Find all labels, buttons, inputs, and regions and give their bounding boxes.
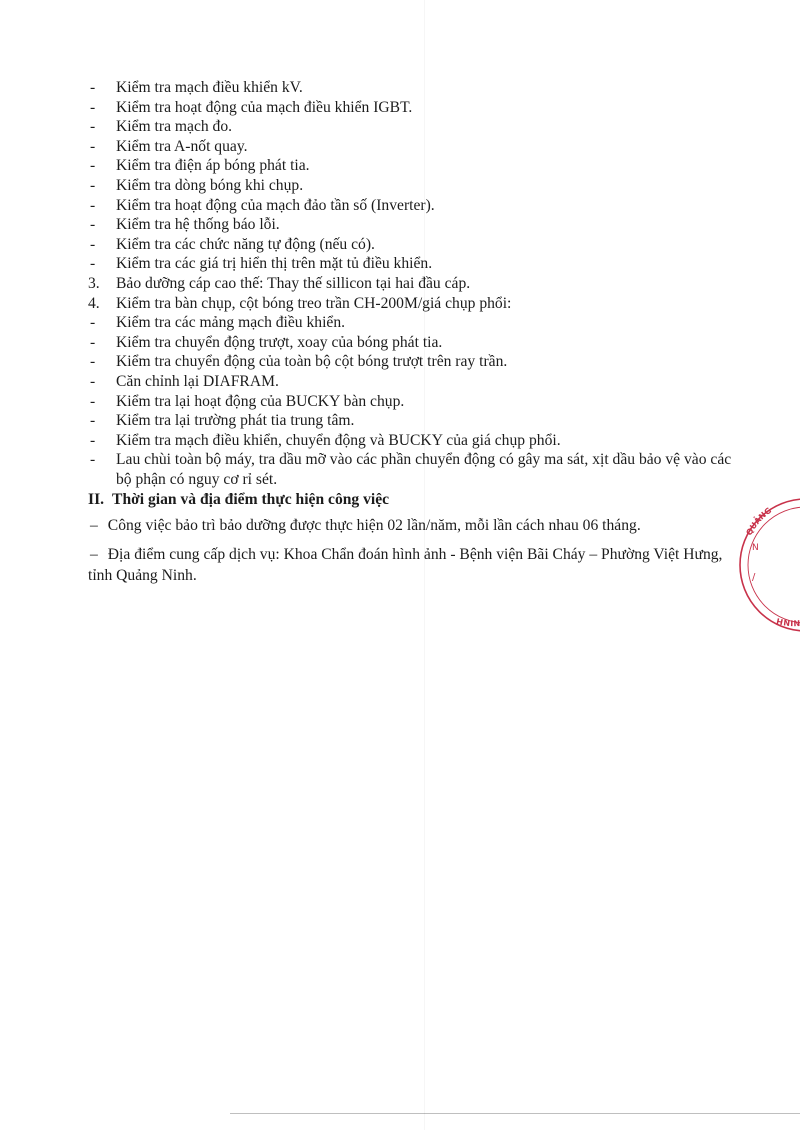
location-paragraph [88,544,738,586]
checklist-item-text: Căn chỉnh lại DIAFRAM. [116,372,279,390]
checklist-item [88,392,738,412]
bullet-dash: - [90,255,96,273]
checklist-item-text: Kiểm tra các giá trị hiển thị trên mặt tủ điều khiển. [116,255,433,273]
bullet-dash: - [90,79,96,96]
checklist-item-text: Lau chùi toàn bộ máy, tra dầu mỡ vào các phần chuyển động có gây ma sát, xịt dầu bảo vệ vào các bộ phận có nguy cơ rỉ sét. [116,451,732,488]
scan-bottom-edge [230,1113,800,1114]
checklist-item-text: Kiểm tra chuyển động trượt, xoay của bóng phát tia. [116,333,443,351]
checklist-item [88,352,738,372]
table-checklist [88,313,738,489]
checklist-item [88,450,738,489]
item-4 [88,294,738,314]
bullet-dash: - [90,98,96,116]
bullet-dash: - [90,314,96,332]
bullet-dash: - [90,353,96,371]
checklist-item [88,98,738,118]
bullet-dash: - [90,412,96,430]
checklist-item [88,254,738,274]
checklist-item [88,333,738,353]
location-text: Địa điểm cung cấp dịch vụ: Khoa Chẩn đoán hình ảnh - Bệnh viện Bãi Cháy – Phường Việt Hưng, tỉnh Quảng Ninh. [88,546,723,585]
checklist-item [88,78,738,98]
bullet-dash: - [90,392,96,410]
checklist-item-text: Kiểm tra các mảng mạch điều khiển. [116,314,346,332]
checklist-item-text: Kiểm tra hoạt động của mạch đảo tần số (Inverter). [116,196,435,214]
svg-text:NINH: NINH [775,616,800,628]
checklist-item-text: Kiểm tra dòng bóng khi chụp. [116,176,304,194]
section-2-number: II. [88,491,105,509]
bullet-dash: - [90,451,96,469]
checklist-item [88,411,738,431]
red-seal-stamp [738,490,800,640]
checklist-item [88,117,738,137]
item-3-number: 3. [88,274,100,292]
bullet-dash: - [90,118,96,136]
section-2-heading [88,490,738,510]
svg-text:/: / [752,572,756,583]
bullet-dash: - [90,333,96,351]
checklist-item-text: Kiểm tra mạch điều khiển, chuyển động và BUCKY của giá chụp phổi. [116,431,561,449]
bullet-dash: - [90,157,96,175]
checklist-item [88,235,738,255]
checklist-item-text: Kiểm tra các chức năng tự động (nếu có). [116,235,375,253]
checklist-item [88,156,738,176]
item-4-number: 4. [88,294,100,312]
checklist-item-text: Kiểm tra hệ thống báo lỗi. [116,216,280,234]
schedule-text: Công việc bảo trì bảo dưỡng được thực hiện 02 lần/năm, mỗi lần cách nhau 06 tháng. [107,517,641,535]
checklist-item [88,431,738,451]
checklist-item [88,313,738,333]
checklist-item-text: Kiểm tra mạch đo. [116,118,233,136]
bullet-dash: - [90,216,96,234]
section-2-title: Thời gian và địa điểm thực hiện công việc [112,491,390,509]
checklist-item [88,176,738,196]
checklist-item-text: Kiểm tra lại trường phát tia trung tâm. [116,412,355,430]
kv-checklist [88,78,738,274]
checklist-item [88,215,738,235]
bullet-dash: - [90,235,96,253]
checklist-item-text: Kiểm tra mạch điều khiển kV. [116,79,303,96]
svg-text:N: N [752,543,759,553]
checklist-item [88,372,738,392]
svg-text:QUẢNG: QUẢNG [744,505,774,537]
document-body [88,78,738,586]
schedule-paragraph [88,516,738,536]
checklist-item-text: Kiểm tra lại hoạt động của BUCKY bàn chụp. [116,392,405,410]
checklist-item-text: Kiểm tra chuyển động của toàn bộ cột bóng trượt trên ray trần. [116,353,508,371]
bullet-dash: - [90,196,96,214]
checklist-item [88,196,738,216]
checklist-item-text: Kiểm tra điện áp bóng phát tia. [116,157,310,175]
bullet-dash: - [90,431,96,449]
location-marker: – [90,546,98,564]
checklist-item [88,137,738,157]
bullet-dash: - [90,137,96,155]
item-3 [88,274,738,294]
item-4-text: Kiểm tra bàn chụp, cột bóng treo trần CH-200M/giá chụp phổi: [116,294,512,312]
bullet-dash: - [90,176,96,194]
item-3-text: Bảo dưỡng cáp cao thế: Thay thế sillicon tại hai đầu cáp. [116,274,471,292]
checklist-item-text: Kiểm tra hoạt động của mạch điều khiển IGBT. [116,98,413,116]
checklist-item-text: Kiểm tra A-nốt quay. [116,137,248,155]
bullet-dash: - [90,372,96,390]
schedule-marker: – [90,517,98,535]
